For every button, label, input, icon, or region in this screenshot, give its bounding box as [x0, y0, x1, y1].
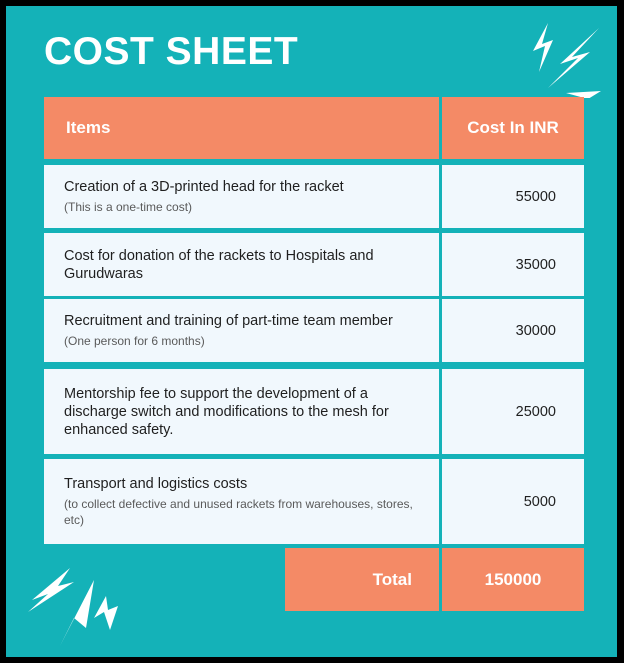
- item-note: (This is a one-time cost): [64, 200, 193, 214]
- item-note: (to collect defective and unused rackets from warehouses, stores, etc): [64, 497, 413, 527]
- table-row-item: [44, 459, 439, 544]
- item-text: Mentorship fee to support the development of a discharge switch and modifications to the mesh for enhanced safety.: [64, 385, 389, 438]
- table-row-item: [44, 233, 439, 296]
- item-cost: 25000: [442, 369, 584, 454]
- total-label: Total: [285, 548, 439, 611]
- lightning-icon: [531, 20, 607, 98]
- page-title: COST SHEET: [44, 30, 299, 73]
- header-cost: Cost In INR: [442, 97, 584, 159]
- item-cost: 5000: [442, 459, 584, 544]
- table-row-item: [44, 369, 439, 454]
- total-value: 150000: [442, 548, 584, 611]
- item-cost: 55000: [442, 165, 584, 228]
- table-row-item: [44, 299, 439, 362]
- item-text: Cost for donation of the rackets to Hospitals and Gurudwaras: [64, 247, 374, 282]
- cost-sheet-page: [6, 6, 617, 657]
- header-items: Items: [44, 97, 439, 159]
- lightning-icon: [28, 566, 128, 648]
- table-row-item: [44, 165, 439, 228]
- item-text: Recruitment and training of part-time team member: [64, 313, 393, 329]
- item-text: Transport and logistics costs: [64, 476, 248, 492]
- item-cost: 30000: [442, 299, 584, 362]
- item-text: Creation of a 3D-printed head for the racket: [64, 179, 344, 195]
- item-cost: 35000: [442, 233, 584, 296]
- item-note: (One person for 6 months): [64, 334, 205, 348]
